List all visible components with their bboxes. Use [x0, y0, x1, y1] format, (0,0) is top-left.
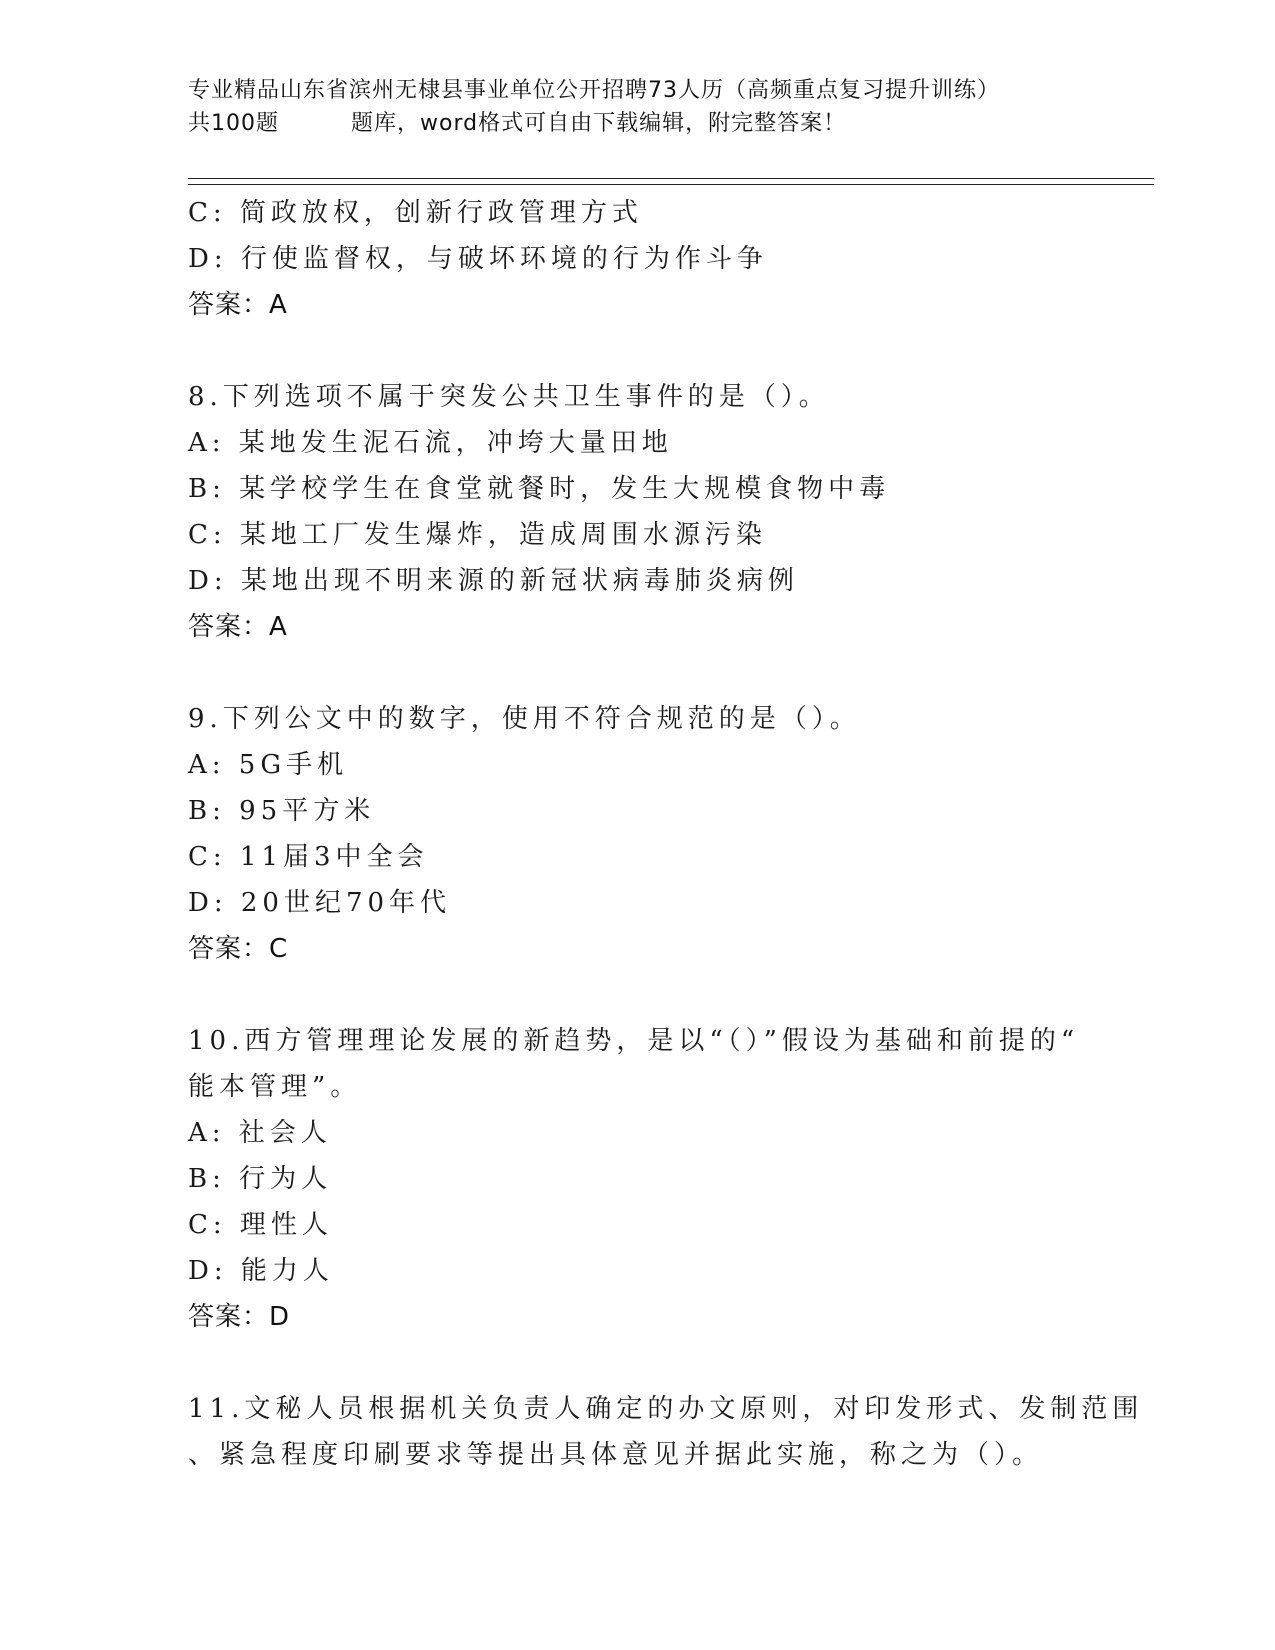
header-question-count: 共100题 [188, 111, 279, 136]
header-description: 题库，word格式可自由下载编辑，附完整答案！ [351, 111, 847, 136]
option-b: B: 行为人 [188, 1164, 333, 1194]
question-10 [188, 1018, 1088, 1340]
option-d: D: 某地出现不明来源的新冠状病毒肺炎病例 [188, 566, 799, 596]
option-d: D: 20世纪70年代 [188, 888, 452, 918]
question-11 [188, 1386, 1144, 1478]
question-text-line-2: 、紧急程度印刷要求等提出具体意见并据此实施，称之为（）。 [188, 1440, 1044, 1470]
answer-line: 答案：D [188, 1302, 291, 1332]
answer-line: 答案：A [188, 612, 288, 642]
option-c: C: 简政放权，创新行政管理方式 [188, 198, 643, 228]
option-d: D: 行使监督权，与破坏环境的行为作斗争 [188, 244, 768, 274]
option-b: B: 某学校学生在食堂就餐时，发生大规模食物中毒 [188, 474, 891, 504]
header-divider-top [188, 178, 1154, 179]
question-9 [188, 696, 1088, 972]
option-d: D: 能力人 [188, 1256, 334, 1286]
question-text-line-1: 11.文秘人员根据机关负责人确定的办文原则，对印发形式、发制范围 [188, 1394, 1144, 1424]
option-c: C: 理性人 [188, 1210, 333, 1240]
answer-line: 答案：C [188, 934, 289, 964]
document-header [188, 74, 1088, 140]
option-a: A: 5G手机 [188, 750, 349, 780]
option-c: C: 11届3中全会 [188, 842, 429, 872]
question-7-tail [188, 190, 1088, 328]
option-b: B: 95平方米 [188, 796, 376, 826]
header-subtitle-line [188, 107, 1088, 140]
question-text: 8.下列选项不属于突发公共卫生事件的是（）。 [188, 382, 830, 412]
question-text-line-1: 10.西方管理理论发展的新趋势，是以“（）”假设为基础和前提的“ [188, 1026, 1080, 1056]
header-title-line: 专业精品山东省滨州无棣县事业单位公开招聘73人历（高频重点复习提升训练） [188, 78, 1000, 103]
question-text-line-2: 能本管理”。 [188, 1072, 362, 1102]
answer-line: 答案：A [188, 290, 288, 320]
option-a: A: 某地发生泥石流，冲垮大量田地 [188, 428, 673, 458]
option-c: C: 某地工厂发生爆炸，造成周围水源污染 [188, 520, 767, 550]
question-text: 9.下列公文中的数字，使用不符合规范的是（）。 [188, 704, 861, 734]
question-list [188, 190, 1144, 1478]
question-8 [188, 374, 1088, 650]
header-divider-bottom [188, 184, 1154, 185]
option-a: A: 社会人 [188, 1118, 332, 1148]
